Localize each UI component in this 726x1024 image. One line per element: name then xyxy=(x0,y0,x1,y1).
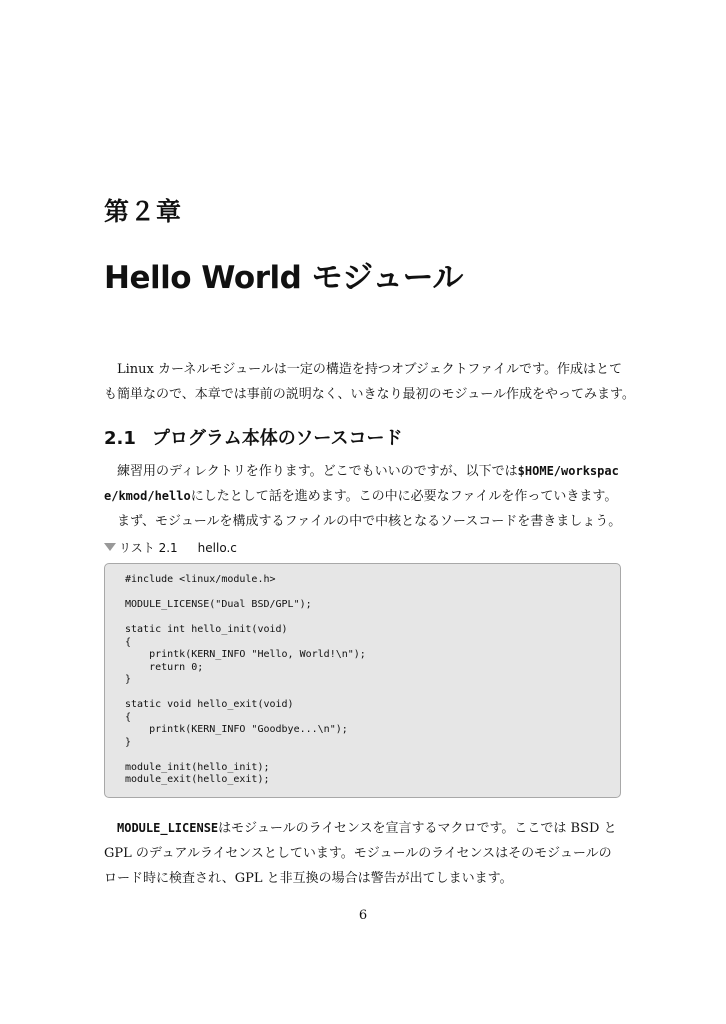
listing-filename: hello.c xyxy=(197,541,237,555)
intro-line-2: も簡単なので、本章では事前の説明なく、いきなり最初のモジュール作成をやってみます。 xyxy=(104,387,635,402)
code-line: } xyxy=(125,674,132,685)
intro-paragraph xyxy=(104,357,635,407)
listing-caption xyxy=(104,539,237,556)
code-line: { xyxy=(125,636,132,648)
section-body-line-3: まず、モジュールを構成するファイルの中で中核となるソースコードを書きましょう。 xyxy=(117,514,622,529)
code-listing xyxy=(104,563,621,798)
code-line: static int hello_init(void) xyxy=(125,624,288,635)
section-heading xyxy=(104,424,402,450)
code-line: module_init(hello_init); xyxy=(125,761,270,773)
closing-line-2: GPL のデュアルライセンスとしています。モジュールのライセンスはそのモジュールの xyxy=(104,846,612,861)
chapter-label: 第２章 xyxy=(104,197,183,226)
code-line xyxy=(125,687,620,700)
code-line: return 0; xyxy=(125,661,204,673)
section-body xyxy=(104,459,624,534)
page-number: 6 xyxy=(358,908,368,923)
caption-triangle-icon xyxy=(104,543,116,551)
code-line xyxy=(125,612,620,625)
section-number: 2.1 xyxy=(104,428,136,449)
code-line xyxy=(125,749,620,762)
code-line: static void hello_exit(void) xyxy=(125,699,294,710)
intro-line-1: Linux カーネルモジュールは一定の構造を持つオブジェクトファイルです。作成はとて xyxy=(117,362,622,377)
section-body-text-prefix: 練習用のディレクトリを作ります。どこでもいいのですが、以下では xyxy=(117,464,518,479)
closing-line-1-text: はモジュールのライセンスを宣言するマクロです。ここでは BSD と xyxy=(218,821,617,836)
workdir-path-part2: e/kmod/hello xyxy=(104,489,191,503)
code-line: MODULE_LICENSE("Dual BSD/GPL"); xyxy=(125,599,312,610)
license-macro: MODULE_LICENSE xyxy=(117,821,219,835)
section-body-text-suffix: にしたとして話を進めます。この中に必要なファイルを作っていきます。 xyxy=(190,489,618,504)
code-line: printk(KERN_INFO "Hello, World!\n"); xyxy=(125,649,366,660)
chapter-title: Hello World モジュール xyxy=(104,260,463,296)
section-body-line-1 xyxy=(104,459,624,484)
code-line: printk(KERN_INFO "Goodbye...\n"); xyxy=(125,724,348,735)
code-line: { xyxy=(125,711,132,723)
closing-line-3: ロード時に検査され、GPL と非互換の場合は警告が出てしまいます。 xyxy=(104,871,513,886)
code-line xyxy=(125,587,620,600)
section-body-line-2 xyxy=(104,484,624,509)
workdir-path-part1: $HOME/workspac xyxy=(517,464,619,478)
code-line: module_exit(hello_exit); xyxy=(125,774,270,785)
section-title: プログラム本体のソースコード xyxy=(151,428,403,449)
code-line: } xyxy=(125,736,132,748)
listing-label: リスト 2.1 xyxy=(119,541,178,555)
code-line: #include <linux/module.h> xyxy=(125,574,276,585)
closing-paragraph xyxy=(104,816,624,891)
closing-line-1 xyxy=(104,816,624,841)
